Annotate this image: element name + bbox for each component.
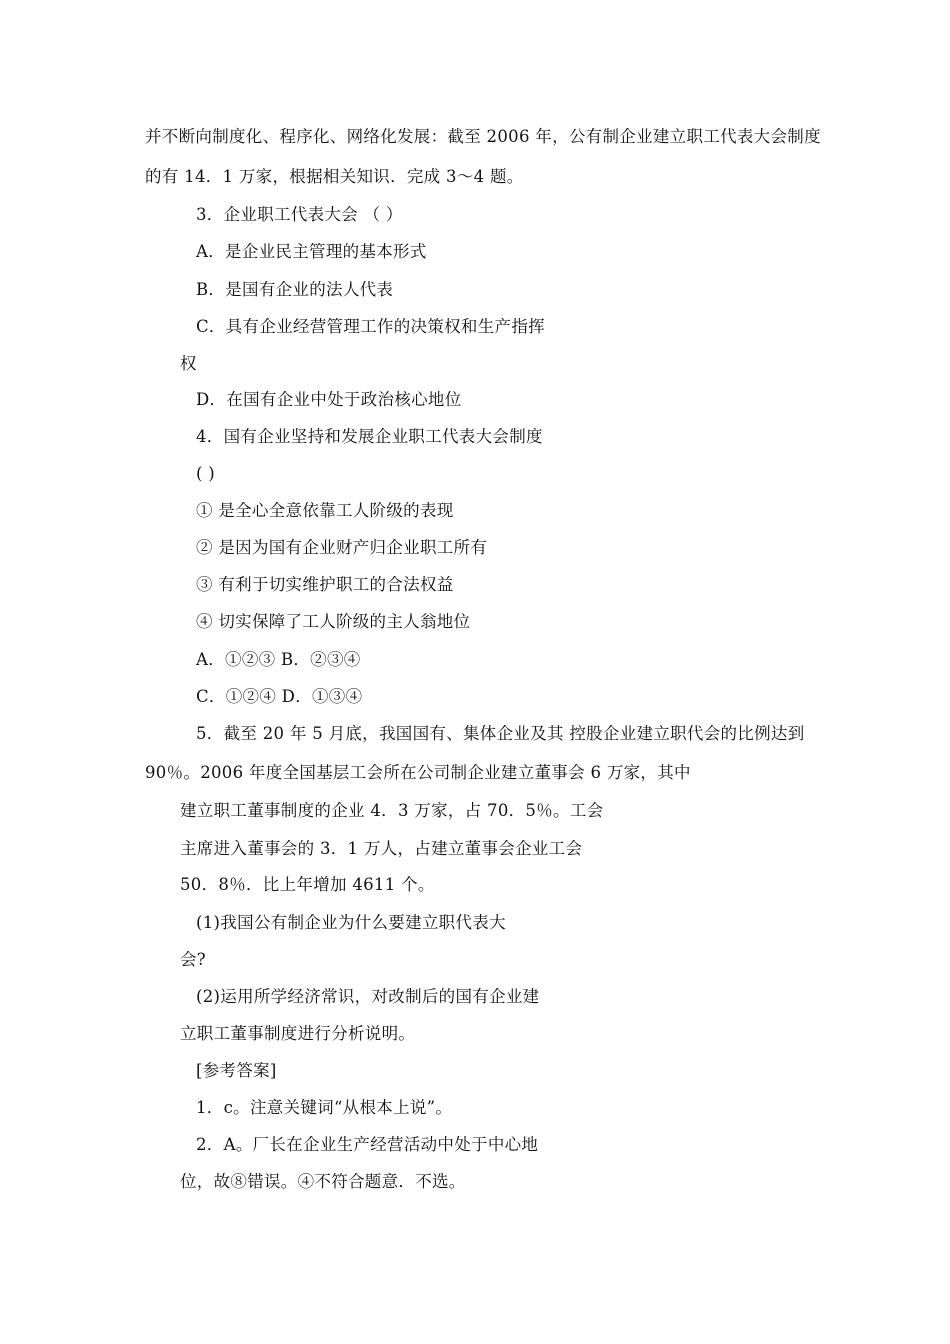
- statement-1: ① 是全心全意依靠工人阶级的表现: [196, 501, 454, 520]
- option-c: C．具有企业经营管理工作的决策权和生产指挥: [196, 317, 545, 336]
- reference-answers-heading: [参考答案]: [196, 1061, 277, 1080]
- answer-2: 2．A。厂长在企业生产经营活动中处于中心地: [196, 1135, 539, 1154]
- text-line: 50．8％．比上年增加 4611 个。: [180, 875, 435, 894]
- options-ab: A．①②③ B．②③④: [196, 650, 361, 669]
- option-d: D．在国有企业中处于政治核心地位: [196, 390, 462, 409]
- sub-question-2: (2)运用所学经济常识，对改制后的国有企业建: [196, 987, 540, 1006]
- option-a: A．是企业民主管理的基本形式: [196, 242, 427, 261]
- text-line: 并不断向制度化、程序化、网络化发展：截至 2006 年，公有制企业建立职工代表大会制度: [145, 127, 821, 146]
- question-4-stem: 4．国有企业坚持和发展企业职工代表大会制度: [196, 427, 543, 446]
- answer-1: 1．c。注意关键词“从根本上说”。: [196, 1098, 453, 1117]
- option-c-continued: 权: [180, 354, 197, 373]
- question-3-stem: 3．企业职工代表大会 （ ）: [196, 205, 403, 224]
- text-line: 90％。2006 年度全国基层工会所在公司制企业建立董事会 6 万家，其中: [145, 763, 691, 782]
- text-line: 建立职工董事制度的企业 4．3 万家，占 70．5％。工会: [180, 801, 604, 820]
- statement-4: ④ 切实保障了工人阶级的主人翁地位: [196, 612, 471, 631]
- statement-2: ② 是因为国有企业财产归企业职工所有: [196, 538, 488, 557]
- sub-question-2-continued: 立职工董事制度进行分析说明。: [180, 1024, 416, 1043]
- option-b: B．是国有企业的法人代表: [196, 280, 394, 299]
- sub-question-1: (1)我国公有制企业为什么要建立职代表大: [196, 913, 506, 932]
- question-5-stem: 5．截至 20 年 5 月底，我国国有、集体企业及其 控股企业建立职代会的比例达到: [196, 724, 805, 743]
- text-line: 主席进入董事会的 3．1 万人，占建立董事会企业工会: [180, 839, 583, 858]
- answer-2-continued: 位，故⑧错误。④不符合题意．不选。: [180, 1172, 466, 1191]
- text-line: 的有 14．1 万家，根据相关知识．完成 3～4 题。: [145, 167, 524, 186]
- options-cd: C．①②④ D．①③④: [196, 687, 363, 706]
- sub-question-1-continued: 会?: [180, 950, 206, 969]
- answer-bracket: ( ): [196, 464, 216, 483]
- statement-3: ③ 有利于切实维护职工的合法权益: [196, 575, 454, 594]
